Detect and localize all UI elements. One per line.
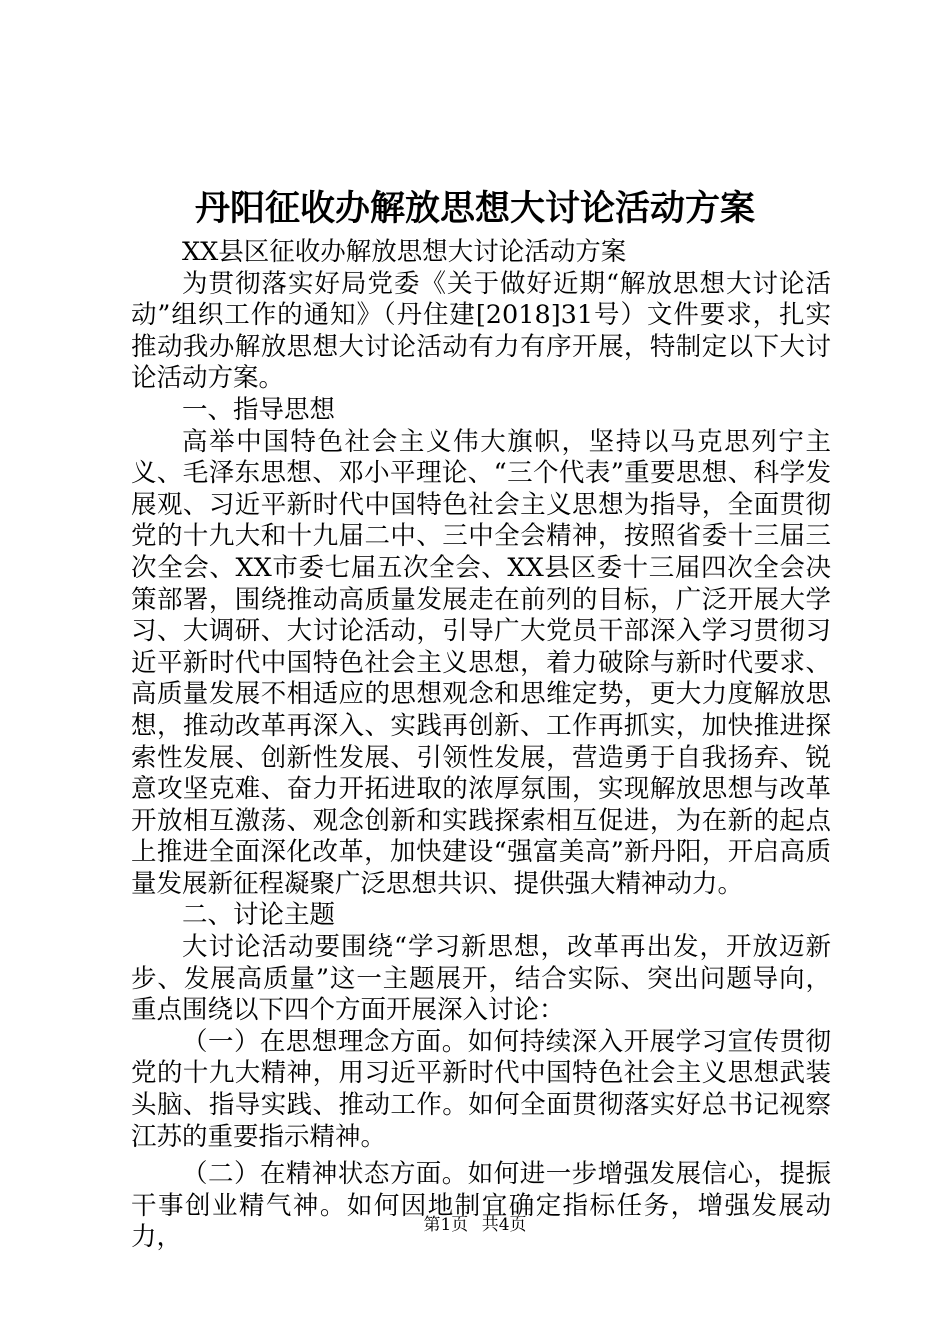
discussion-theme-paragraph: 大讨论活动要围绕“学习新思想，改革再出发，开放迈新步、发展高质量”这一主题展开，结合实际、突出问题导向，重点围绕以下四个方面开展深入讨论：	[131, 932, 831, 1026]
section-heading-guiding-thought: 一、指导思想	[182, 394, 336, 425]
page-total: 共4页	[481, 1215, 527, 1235]
item-ideology-paragraph: （一）在思想理念方面。如何持续深入开展学习宣传贯彻党的十九大精神，用习近平新时代中国特色社会主义思想武装头脑、指导实践、推动工作。如何全面贯彻落实好总书记视察江苏的重要指示精神。	[131, 1026, 831, 1152]
intro-paragraph: 为贯彻落实好局党委《关于做好近期“解放思想大讨论活动”组织工作的通知》（丹住建[2018]31号）文件要求，扎实推动我办解放思想大讨论活动有力有序开展，特制定以下大讨论活动方案。	[131, 268, 831, 394]
section-heading-discussion-theme: 二、讨论主题	[182, 900, 336, 931]
document-body	[131, 237, 831, 1254]
item-spirit-paragraph: （二）在精神状态方面。如何进一步增强发展信心，提振干事创业精气神。如何因地制宜确定指标任务，增强发展动力，	[131, 1159, 831, 1253]
guiding-thought-paragraph: 高举中国特色社会主义伟大旗帜，坚持以马克思列宁主义、毛泽东思想、邓小平理论、“三个代表”重要思想、科学发展观、习近平新时代中国特色社会主义思想为指导，全面贯彻党的十九大和十九届二中、三中全会精神，按照省委十三届三次全会、XX市委七届五次全会、XX县区委十三届四次全会决策部署，围绕推动高质量发展走在前列的目标，广泛开展大学习、大调研、大讨论活动，引导广大党员干部深入学习贯彻习近平新时代中国特色社会主义思想，着力破除与新时代要求、高质量发展不相适应的思想观念和思维定势，更大力度解放思想，推动改革再深入、实践再创新、工作再抓实，加快推进探索性发展、创新性发展、引领性发展，营造勇于自我扬弃、锐意攻坚克难、奋力开拓进取的浓厚氛围，实现解放思想与改革开放相互激荡、观念创新和实践探索相互促进，为在新的起点上推进全面深化改革，加快建设“强富美高”新丹阳，开启高质量发展新征程凝聚广泛思想共识、提供强大精神动力。	[131, 426, 831, 899]
page-number: 第1页	[423, 1215, 469, 1235]
document-title: 丹阳征收办解放思想大讨论活动方案	[194, 188, 755, 229]
page-footer	[0, 1213, 950, 1237]
subtitle-paragraph: XX县区征收办解放思想大讨论活动方案	[182, 237, 627, 267]
